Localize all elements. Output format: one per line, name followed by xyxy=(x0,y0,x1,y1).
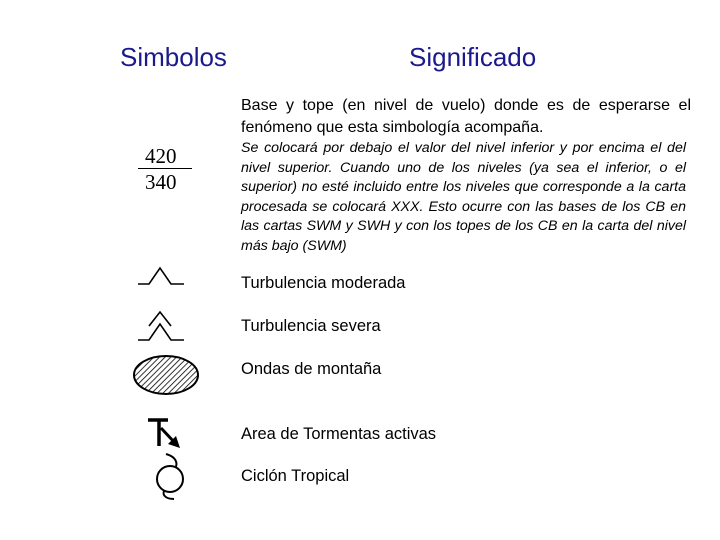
meaning-header: Significado xyxy=(409,42,537,72)
thunderstorm-area-label: Area de Tormentas activas xyxy=(241,425,437,443)
levels-description: Base y tope (en nivel de vuelo) donde es de esperarse el fenómeno que esta simbología acompaña. xyxy=(241,97,691,136)
moderate-turbulence-icon xyxy=(136,262,188,288)
thunderstorm-area-icon xyxy=(142,412,192,452)
severe-turbulence-label: Turbulencia severa xyxy=(241,317,381,335)
severe-turbulence-icon xyxy=(136,308,188,344)
top-level-value: 420 xyxy=(145,144,177,168)
tropical-cyclone-label: Ciclón Tropical xyxy=(241,467,350,485)
mountain-waves-icon xyxy=(130,352,202,398)
fraction-line xyxy=(138,168,192,169)
symbols-header: Simbolos xyxy=(120,42,227,72)
moderate-turbulence-label: Turbulencia moderada xyxy=(241,274,406,292)
base-level-value: 340 xyxy=(145,170,177,194)
tropical-cyclone-icon xyxy=(152,452,188,500)
levels-note: Se colocará por debajo el valor del nivel inferior y por encima el del nivel superior. Cuando uno de los niveles (ya sea el inferior, o el superior) no esté incluido entre los niveles que corresponde a la carta procesada se colocará XXX. Esto ocurre con las bases de los CB en las cartas SWM y SWH y con los topes de los CB en la carta del nivel más bajo (SWM) xyxy=(241,140,686,254)
mountain-waves-label: Ondas de montaña xyxy=(241,360,382,378)
